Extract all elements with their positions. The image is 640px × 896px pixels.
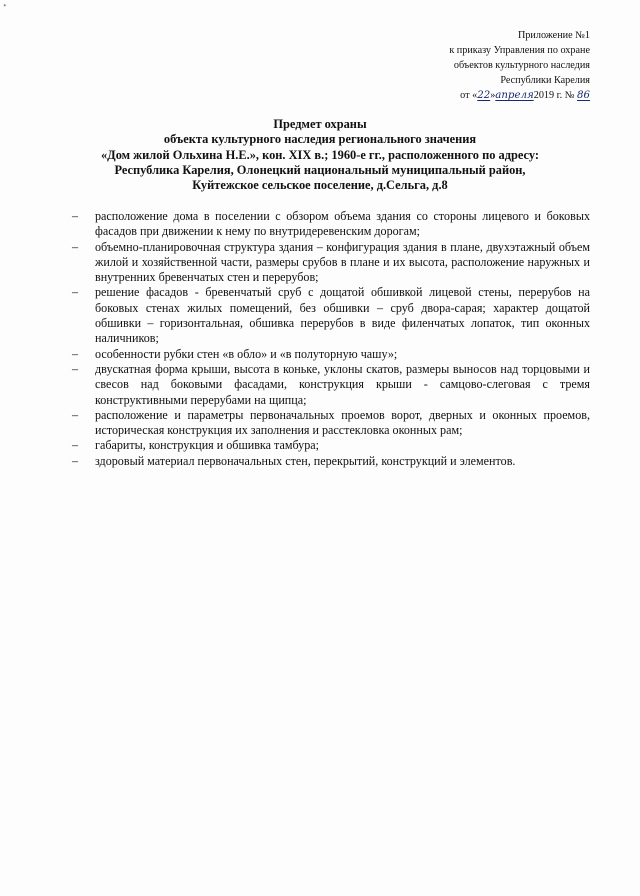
date-suffix: 2019 г. № (533, 90, 575, 101)
date-day-handwritten: 22 (477, 90, 491, 101)
list-item-text: расположение и параметры первоначальных проемов ворот, дверных и оконных проемов, историческая конструкция их заполнения и расстекловка оконных рам; (95, 407, 590, 438)
protection-items-list (72, 209, 590, 469)
list-item-text: объемно-планировочная структура здания – конфигурация здания в плане, двухэтажный объем жилой и хозяйственной части, размеры срубов в плане и их высота, расположение наружных и внутренних бревенчатых стен и перерубов; (95, 239, 590, 285)
title-line-2: объекта культурного наследия регионального значения (163, 132, 477, 147)
list-item (72, 408, 590, 439)
list-item-text: двускатная форма крыши, высота в коньке, уклоны скатов, размеры выносов над торцовыми и свесов над боковыми фасадами, конструкция крыши - самцово-слеговая с тремя конструктивными перерубами на щипца; (95, 361, 590, 407)
title-line-4: Республика Карелия, Олонецкий национальный муниципальный район, (114, 162, 526, 177)
order-number-handwritten: 86 (577, 90, 590, 101)
list-dash: – (72, 438, 79, 453)
appendix-region: Республики Карелия (500, 75, 590, 86)
list-item (72, 347, 590, 362)
date-prefix: от « (460, 90, 478, 101)
appendix-number: Приложение №1 (517, 30, 590, 41)
list-item (72, 362, 590, 408)
list-dash: – (72, 361, 79, 376)
date-month-handwritten: апреля (495, 90, 534, 101)
list-item (72, 438, 590, 453)
list-item-text: решение фасадов - бревенчатый сруб с дощатой обшивкой лицевой стены, перерубов на боковых стенах жилых помещений, без обшивки – сруб двора-сарая; характер дощатой обшивки – горизонтальная, обшивка перерубов в виде филенчатых лопаток, тип оконных наличников; (95, 285, 590, 346)
list-dash: – (72, 209, 79, 223)
appendix-authority: объектов культурного наследия (453, 60, 590, 71)
list-item (72, 240, 590, 286)
list-dash: – (72, 453, 79, 468)
title-line-1: Предмет охраны (273, 117, 367, 131)
list-item (72, 209, 590, 240)
list-item-text: особенности рубки стен «в обло» и «в полуторную чашу»; (95, 346, 398, 361)
list-item-text: габариты, конструкция и обшивка тамбура; (95, 438, 319, 453)
list-item (72, 454, 590, 469)
title-line-3: «Дом жилой Ольхина Н.Е.», кон. XIX в.; 1960-е гг., расположенного по адресу: (100, 147, 540, 162)
appendix-date-line (330, 88, 590, 103)
appendix-header (330, 28, 590, 103)
document-title (40, 117, 600, 193)
appendix-order-ref: к приказу Управления по охране (449, 45, 590, 56)
list-item-text: здоровый материал первоначальных стен, перекрытий, конструкций и элементов. (95, 453, 516, 468)
date-mid: » (490, 90, 496, 101)
list-dash: – (72, 346, 79, 361)
title-line-5: Куйтежское сельское поселение, д.Сельга, д.8 (192, 178, 448, 193)
scan-corner-mark: ᐩ (3, 2, 7, 12)
list-item-text: расположение дома в поселении с обзором объема здания со стороны лицевого и боковых фасадов при движении к нему по внутридеревенским дорогам; (95, 209, 590, 239)
list-item (72, 285, 590, 346)
list-dash: – (72, 239, 79, 254)
list-dash: – (72, 407, 79, 422)
list-dash: – (72, 285, 79, 300)
